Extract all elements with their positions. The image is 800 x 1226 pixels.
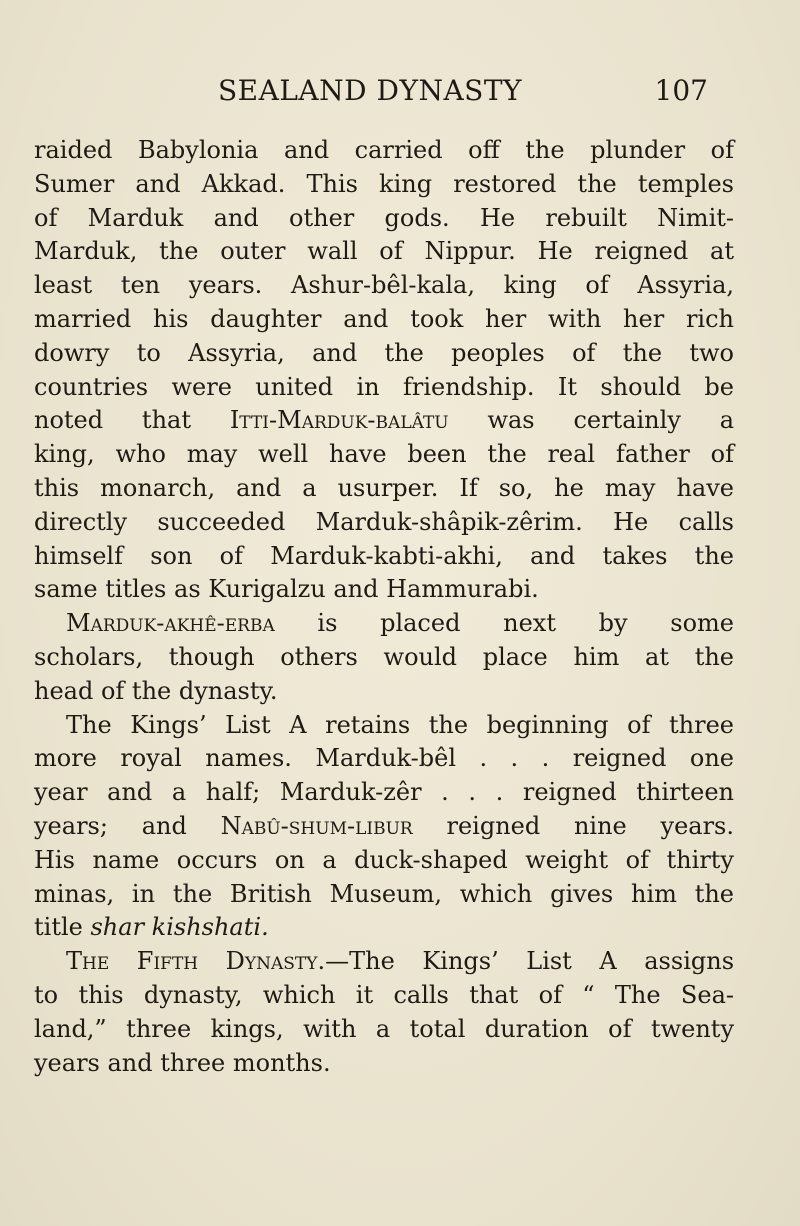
text-line: year and a half; Marduk-zêr . . . reigned thirteen <box>34 778 734 807</box>
text-line: countries were united in friendship. It should be <box>34 372 734 401</box>
text-line: minas, in the British Museum, which gives him the <box>34 879 734 908</box>
section-heading-fifth-dynasty: The Fifth Dynasty. <box>66 947 326 976</box>
text-line: married his daughter and took her with her rich <box>34 304 734 333</box>
text-line: of Marduk and other gods. He rebuilt Nimit- <box>34 203 734 232</box>
text-line <box>34 945 734 979</box>
text-run: was certainly a <box>487 406 734 435</box>
running-title: SEALAND DYNASTY <box>218 74 523 107</box>
text-line <box>34 810 734 844</box>
text-line: land,” three kings, with a total duration of twenty <box>34 1014 734 1043</box>
royal-name-marduk-akhe-erba: Marduk-akhê-erba <box>66 609 275 638</box>
text-line: Sumer and Akkad. This king restored the temples <box>34 169 734 198</box>
text-line: Marduk, the outer wall of Nippur. He reigned at <box>34 237 734 266</box>
text-line: scholars, though others would place him at the <box>34 642 734 671</box>
text-line: same titles as Kurigalzu and Hammurabi. <box>34 575 539 604</box>
text-line: himself son of Marduk-kabti-akhi, and takes the <box>34 541 734 570</box>
text-line <box>34 911 734 945</box>
text-line <box>34 607 734 641</box>
page-number: 107 <box>654 74 708 107</box>
royal-name-itti-marduk-balatu: Itti-Marduk-balâtu <box>229 406 449 435</box>
text-line: raided Babylonia and carried off the plunder of <box>34 136 734 164</box>
text-run: years; and <box>34 811 187 840</box>
body-text <box>34 134 734 1080</box>
text-line: directly succeeded Marduk-shâpik-zêrim. He calls <box>34 507 734 536</box>
text-line: head of the dynasty. <box>34 676 278 705</box>
text-line: more royal names. Marduk-bêl . . . reigned one <box>34 744 734 773</box>
royal-name-nabu-shum-libur: Nabû-shum-libur <box>220 811 413 840</box>
text-line: His name occurs on a duck-shaped weight of thirty <box>34 845 734 874</box>
text-run: is placed next by some <box>317 609 734 638</box>
title-shar-kishshati: shar kishshati. <box>90 913 269 942</box>
text-run: reigned nine years. <box>446 811 734 840</box>
text-line: king, who may well have been the real father of <box>34 440 734 469</box>
text-run: title <box>34 913 83 942</box>
text-line: The Kings’ List A retains the beginning of three <box>66 710 734 739</box>
text-run: —The Kings’ List A assigns <box>325 947 735 976</box>
text-run: noted that <box>34 406 191 435</box>
text-line: dowry to Assyria, and the peoples of the two <box>34 338 734 367</box>
page-header <box>0 74 800 114</box>
text-line: years and three months. <box>34 1048 331 1077</box>
text-line: least ten years. Ashur-bêl-kala, king of Assyria, <box>34 271 734 300</box>
text-line: this monarch, and a usurper. If so, he may have <box>34 473 734 502</box>
text-line <box>34 404 734 438</box>
text-line: to this dynasty, which it calls that of “ The Sea- <box>34 980 734 1009</box>
